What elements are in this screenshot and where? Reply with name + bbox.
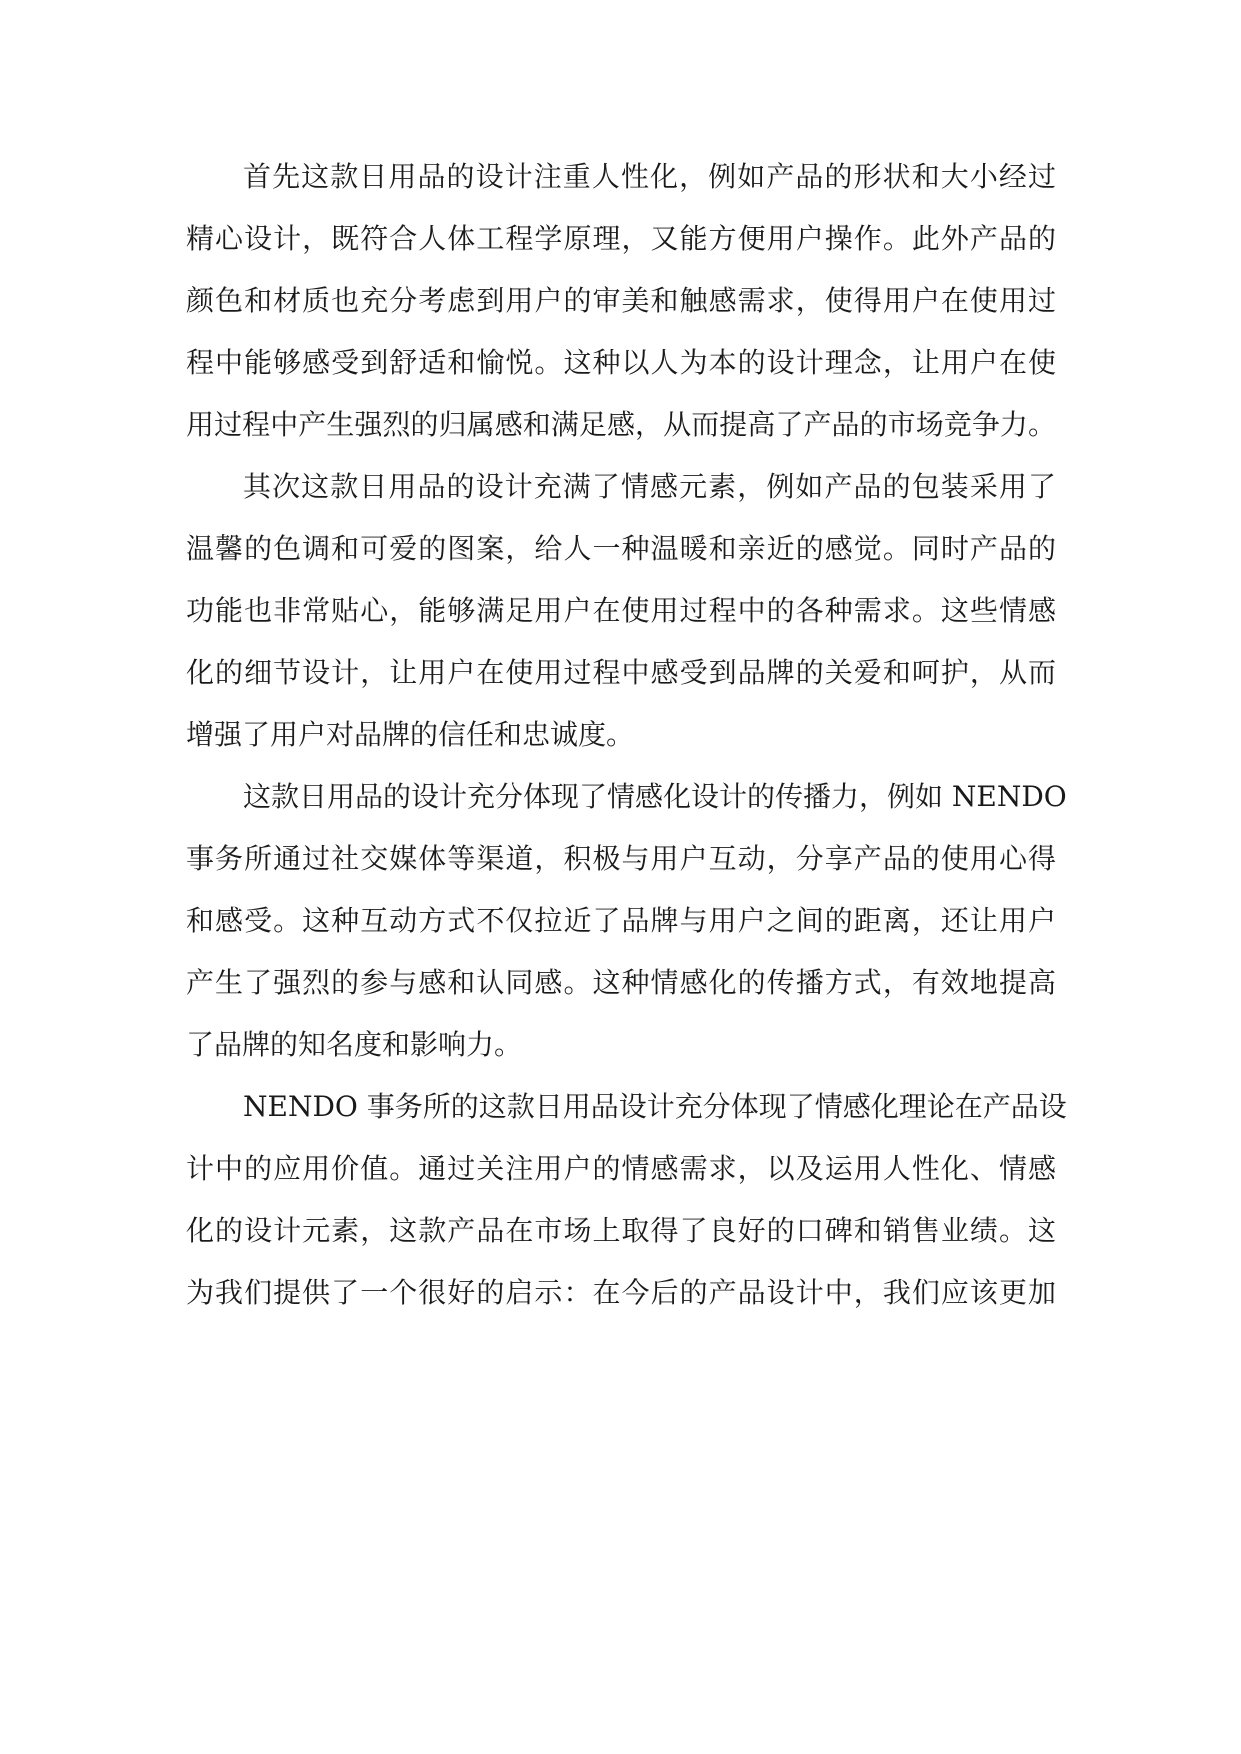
text-line: 用过程中产生强烈的归属感和满足感，从而提高了产品的市场竞争力。	[186, 408, 1056, 441]
paragraph-1	[186, 146, 1056, 456]
text-line: 为我们提供了一个很好的启示：在今后的产品设计中，我们应该更加	[186, 1276, 1056, 1309]
text-line: 增强了用户对品牌的信任和忠诚度。	[186, 718, 635, 751]
text-line: 和感受。这种互动方式不仅拉近了品牌与用户之间的距离，还让用户	[186, 904, 1056, 937]
text-line: 这款日用品的设计充分体现了情感化设计的传播力，例如 NENDO	[243, 780, 1067, 813]
paragraph-3	[186, 766, 1067, 1076]
text-line: 温馨的色调和可爱的图案，给人一种温暖和亲近的感觉。同时产品的	[186, 532, 1056, 565]
paragraph-4	[186, 1076, 1067, 1324]
text-line: 程中能够感受到舒适和愉悦。这种以人为本的设计理念，让用户在使	[186, 346, 1056, 379]
text-line: 化的细节设计，让用户在使用过程中感受到品牌的关爱和呵护，从而	[186, 656, 1056, 689]
text-line: 产生了强烈的参与感和认同感。这种情感化的传播方式，有效地提高	[186, 966, 1056, 999]
text-line: 事务所通过社交媒体等渠道，积极与用户互动，分享产品的使用心得	[186, 842, 1056, 875]
paragraph-2	[186, 456, 1056, 766]
text-line: 其次这款日用品的设计充满了情感元素，例如产品的包装采用了	[243, 470, 1056, 503]
text-line: 颜色和材质也充分考虑到用户的审美和触感需求，使得用户在使用过	[186, 284, 1056, 317]
text-line: 计中的应用价值。通过关注用户的情感需求，以及运用人性化、情感	[186, 1152, 1056, 1185]
text-line: 精心设计，既符合人体工程学原理，又能方便用户操作。此外产品的	[186, 222, 1056, 255]
text-line: 功能也非常贴心，能够满足用户在使用过程中的各种需求。这些情感	[186, 594, 1056, 627]
text-line: 了品牌的知名度和影响力。	[186, 1028, 523, 1061]
text-line: NENDO 事务所的这款日用品设计充分体现了情感化理论在产品设	[243, 1090, 1067, 1123]
text-line: 首先这款日用品的设计注重人性化，例如产品的形状和大小经过	[243, 160, 1056, 193]
document-body	[186, 146, 1067, 1324]
text-line: 化的设计元素，这款产品在市场上取得了良好的口碑和销售业绩。这	[186, 1214, 1056, 1247]
